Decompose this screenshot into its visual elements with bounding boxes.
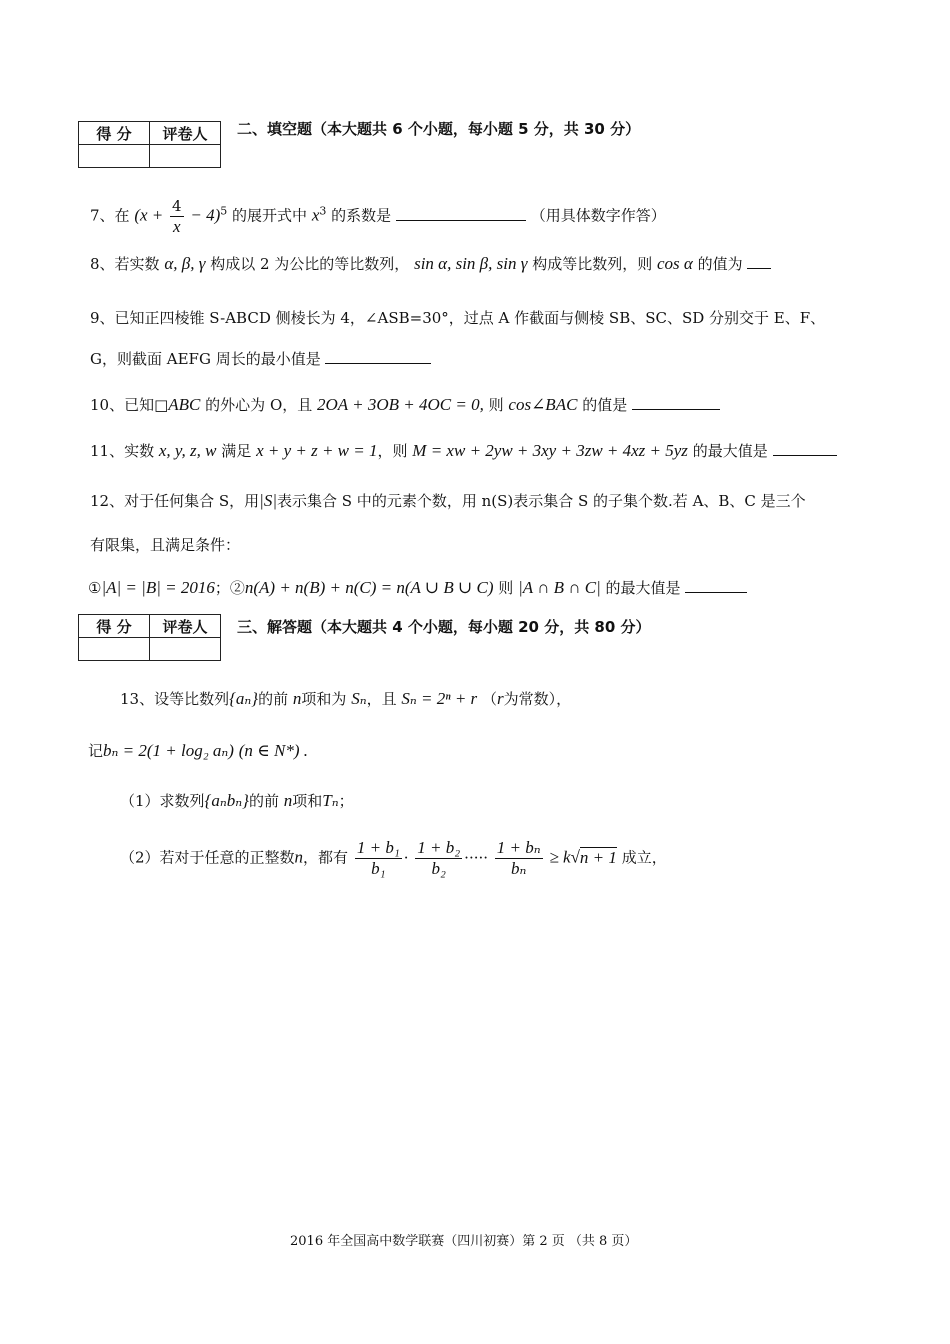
question-13-line1: 13、设等比数列{aₙ}的前 n项和为 Sₙ，且 Sₙ = 2ⁿ + r （r为常数）， [120, 689, 572, 708]
answer-blank [632, 395, 720, 410]
question-9-line1: 9、已知正四棱锥 S-ABCD 侧棱长为 4，∠ASB=30°，过点 A 作截面与侧棱 SB、SC、SD 分别交于 E、F、 [90, 309, 826, 327]
answer-blank [773, 441, 837, 456]
answer-blank [685, 578, 747, 593]
score-cell [79, 638, 150, 661]
grader-label: 评卷人 [150, 615, 221, 638]
grader-cell [150, 145, 221, 168]
section3-title: 三、解答题（本大题共 4 个小题，每小题 20 分，共 80 分） [237, 618, 651, 636]
question-12-line1: 12、对于任何集合 S，用|S|表示集合 S 中的元素个数，用 n(S)表示集合 S 的子集个数.若 A、B、C 是三个 [90, 491, 806, 510]
answer-blank [325, 349, 431, 364]
answer-blank [747, 254, 771, 269]
section2-score-table [78, 121, 221, 168]
question-13-part1: （1）求数列{aₙbₙ}的前 n项和Tₙ； [120, 791, 354, 810]
question-10: 10、已知□ABC 的外心为 O，且 2OA + 3OB + 4OC = 0, 则 cos∠BAC 的值是 [90, 394, 720, 415]
question-11: 11、实数 x, y, z, w 满足 x + y + z + w = 1，则 M = xw + 2yw + 3xy + 3zw + 4xz + 5yz 的最大值是 [90, 440, 837, 461]
score-cell [79, 145, 150, 168]
question-9-line2: G，则截面 AEFG 周长的最小值是 [90, 348, 431, 369]
score-label: 得 分 [79, 615, 150, 638]
section2-title: 二、填空题（本大题共 6 个小题，每小题 5 分，共 30 分） [237, 120, 641, 138]
grader-label: 评卷人 [150, 122, 221, 145]
section3-score-table [78, 614, 221, 661]
page-footer: 2016 年全国高中数学联赛（四川初赛）第 2 页 （共 8 页） [290, 1234, 638, 1249]
score-label: 得 分 [79, 122, 150, 145]
question-7: 7、在 (x + $\frac{4}{x}$ − 4)$^5$ 的展开式中 $x^3$ 的系数是 （用具体数字作答） [90, 197, 666, 236]
question-8: 8、若实数 α, β, γ 构成以 2 为公比的等比数列， sin α, sin β, sin γ 构成等比数列，则 cos α 的值为 [90, 253, 771, 274]
grader-cell [150, 638, 221, 661]
question-13-part2: （2）若对于任意的正整数n，都有 $\frac{\text{1 + b₁}}{\text{b₁}}$ · $\frac{\text{1 + b₂}}{\text{b₂}}$ ····· $\frac{\text{1 + bₙ}}{\text{bₙ}}$ ≥ k√n + 1 成立， [120, 838, 667, 878]
question-13-line2: 记bₙ = 2(1 + log₂ aₙ) (n ∈ N*) . [88, 741, 308, 760]
answer-blank [396, 206, 526, 221]
question-12-line2: 有限集，且满足条件： [90, 536, 241, 554]
question-12-line3: ①|A| = |B| = 2016；②n(A) + n(B) + n(C) = n(A ∪ B ∪ C) 则 |A ∩ B ∩ C| 的最大值是 [88, 577, 747, 598]
